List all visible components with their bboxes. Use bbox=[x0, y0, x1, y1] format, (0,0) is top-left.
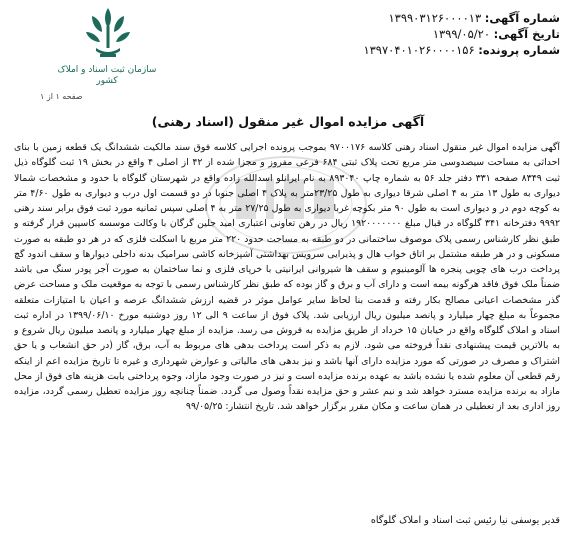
file-number-label: شماره پرونده: bbox=[478, 43, 560, 57]
ad-number-row bbox=[230, 10, 560, 26]
notice-body: آگهی مزایده اموال غیر منقول اسناد رهنی کلاسه ۹۷۰۰۱۷۶ بموجب پرونده اجرایی کلاسه فوق سند مالکیت ششدانگ یک قطعه زمین با بنای احداثی به مساحت سیصدوسی متر مربع تحت پلاک ثبتی ۶۸۴ فرعی مفروز و مجزا شده از ۴۲ از اصلی ۴ واقع در بخش ۱۹ ثبت گلوگاه ذیل ثبت ۸۳۴۹ صفحه ۳۳۱ دفتر جلد ۵۶ به شماره چاپ ۸۹۳۰۴۰ به نام ایرانلو اسدالله زاده واقع در شهرستان گلوگاه با حدود و مشخصات شمالا دیواری به طول ۱۳ متر به ۴ اصلی شرقا دیواری به طول ۲۳/۲۵متر به پلاک ۴ اصلی جنوبا در دو قسمت اول درب و دیواری به طول ۴/۶۰ متر به کوچه دوم در و دیواری است به طول ۹۰ متر بکوچه غربا دیواری به طول ۲۷/۲۵ متر به ۴ اصلی سپس ثمانیه مورد ثبت فوق برابر سند رهنی ۹۹۹۲ دفترخانه ۳۴۱ گلوگاه در قبال مبلغ ۱۹۲۰۰۰۰۰۰۰ ریال در رهن تعاونی اعتباری امید جلین گرگان با وکالت موسسه کاسپین قرار گرفته و طبق نظر کارشناس رسمی پلاک موصوف ساختمانی در دو طبقه به مساحت حدود ۲۲۰ متر مربع با اسکلت فلزی که در هر دو طبقه به صورت مسکونی و در هر طبقه مشتمل بر اتاق خواب هال و پذیرایی سرویس بهداشتی آشپزخانه کاشی سرامیک بدنه داخلی دیوارها و سقف اندود گچ پرداخت درب های چوبی پنجره ها آلومینیوم و سقف ها شیروانی ایرانیتی با خرپای فلزی و نما ساختمان به صورت آجر پودر سنگ می باشد ضمناً ملک فوق فاقد هرگونه بیمه است و دارای آب و برق و گاز بوده که طبق نظر کارشناس رسمی با توجه به موقعیت ملک و مساحت عرض گذر مشخصات اعیانی مصالح بکار رفته و قدمت بنا لحاظ سایر عوامل موثر در قضیه ارزش ششدانگ عرصه و اعیان با امتیازات متعلقه مجموعاً به مبلغ چهار میلیارد و پانصد میلیون ریال ارزیابی شد. پلاک فوق از ساعت ۹ الی ۱۲ روز دوشنبه مورخ ۱۳۹۹/۰۶/۱۰ در اداره ثبت اسناد و املاک گلوگاه واقع در خیابان ۱۵ خرداد از طریق مزایده به فروش می رسد. مزایده از مبلغ چهار میلیارد و پانصد میلیون ریال شروع و به بالاترین قیمت پیشنهادی نقداً فروخته می شود. لازم به ذکر است پرداخت بدهی های مربوط به آب، برق، گاز (در حق انشعاب و یا حق اشتراک و مصرف در صورتی که مورد مزایده دارای آنها باشد و نیز بدهی های مالیاتی و عوارض شهرداری و غیره تا تاریخ مزایده اعم از اینکه رقم قطعی آن معلوم شده یا نشده باشد به عهده برنده مزایده است و نیز در صورت وجود مازاد، وجوه پرداختی بابت هزینه های فوق از محل مازاد به برنده مزایده مسترد خواهد شد و نیم عشر و حق مزایده نقداً وصول می گردد. ضمناً چنانچه روز مزایده تعطیل رسمی گردد، مزایده روز اداری بعد از تعطیلی در همان ساعت و مکان مقرر برگزار خواهد شد. تاریخ انتشار: ۹۹/۰۵/۲۵ bbox=[14, 142, 560, 413]
emblem-icon bbox=[78, 4, 138, 64]
ad-date-label: تاریخ آگهی: bbox=[493, 27, 560, 41]
ad-metadata bbox=[230, 10, 560, 58]
ad-date-row bbox=[230, 26, 560, 42]
ad-date-value: ۱۳۹۹/۰۵/۲۰ bbox=[432, 27, 491, 41]
ad-number-value: ۱۳۹۹۰۳۱۲۶۰۰۰۰۱۳ bbox=[388, 11, 482, 25]
organization-name: سازمان ثبت اسناد و املاک کشور bbox=[57, 65, 157, 86]
file-number-value: ۱۳۹۷۰۴۰۱۰۲۶۰۰۰۰۱۵۶ bbox=[363, 43, 475, 57]
notice-title: آگهی مزایده اموال غیر منقول (اسناد رهنی) bbox=[151, 114, 425, 129]
file-number-row bbox=[230, 42, 560, 58]
signature-line: قدیر یوسفی نیا رئیس ثبت اسناد و املاک گلوگاه bbox=[370, 515, 560, 526]
ad-number-label: شماره آگهی: bbox=[484, 11, 560, 25]
page-number: صفحه ۱ از ۱ bbox=[40, 92, 83, 101]
